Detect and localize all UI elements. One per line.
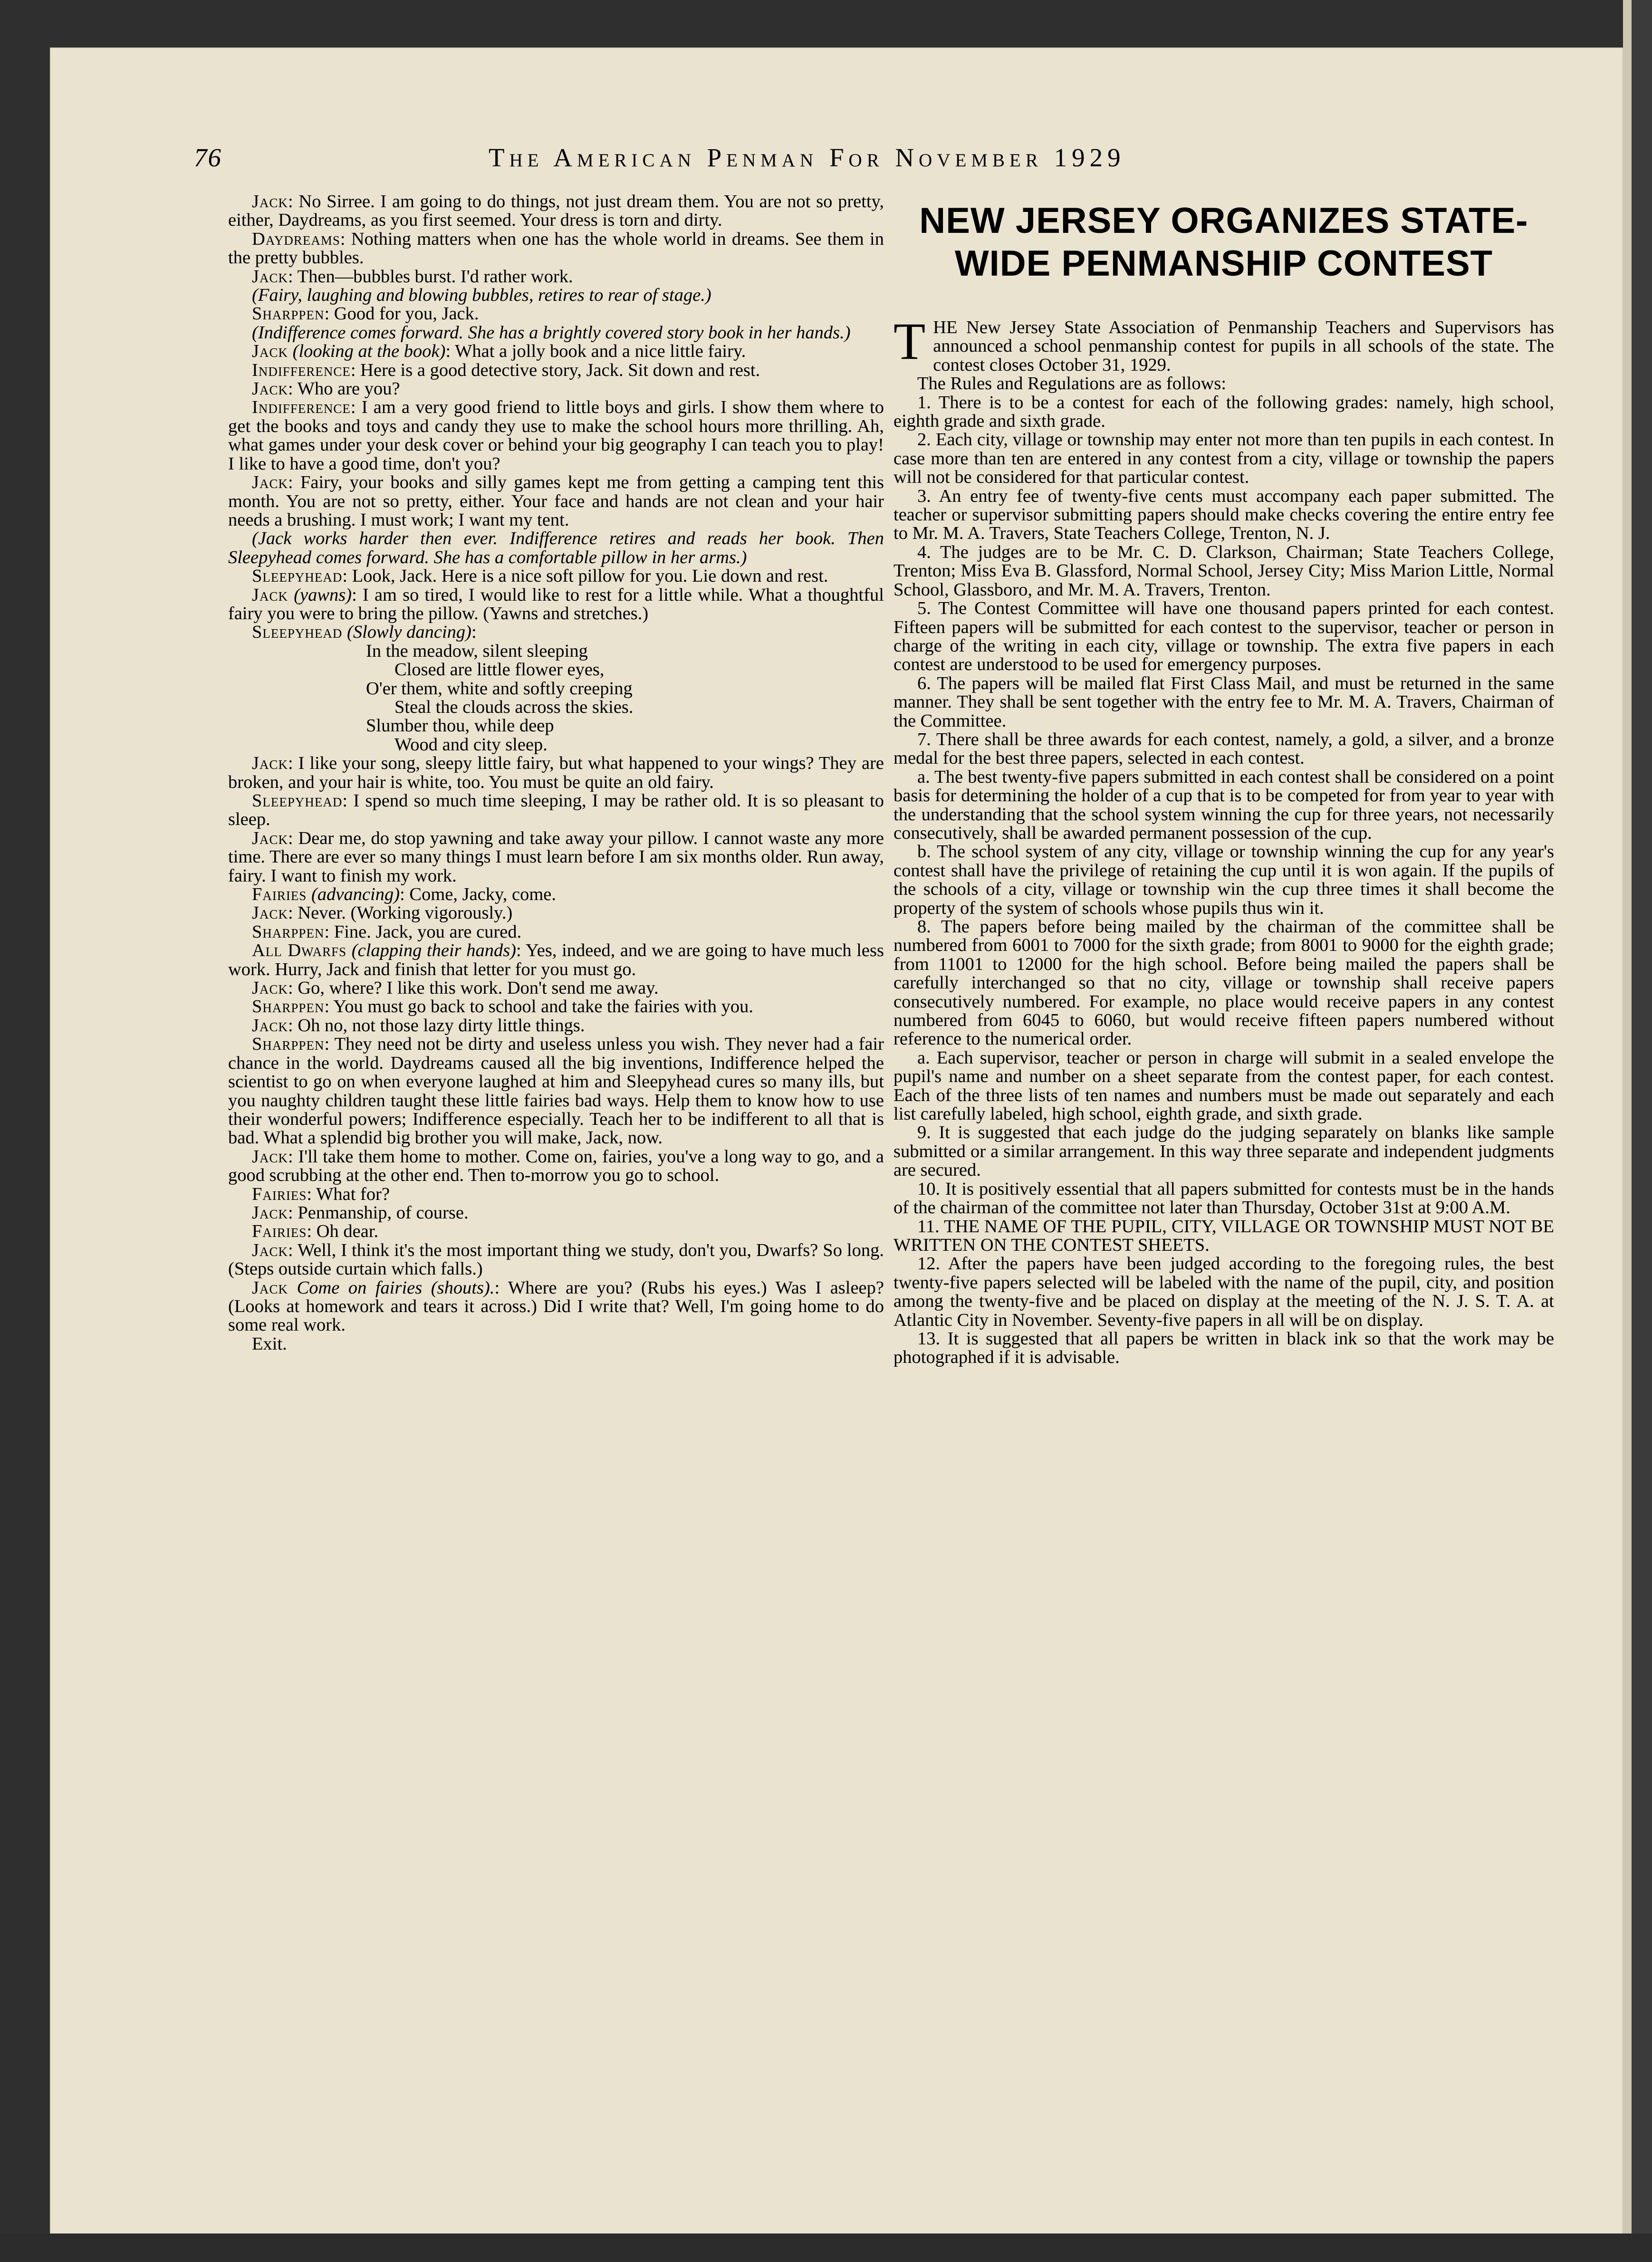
rule-paragraph: 8. The papers before being mailed by the chairman of the committee shall be numbered from 6001 to 7000 for the sixth grade; from 8001 to 9000 for the eighth grade; from 11001 to 12000 for the high school. Before being mailed the papers shall be carefully interchanged so that no city, village or township shall receive papers consecutively numbered. For example, no place would receive papers in any contest numbered from 6045 to 6060, but would receive fifteen papers numbered without reference to the numerical order. (893, 917, 1554, 1049)
dialogue-line: Jack: I like your song, sleepy little fairy, but what happened to your wings? They are broken, and your hair is white, too. You must be quite an old fairy. (228, 753, 884, 792)
speaker-name: Jack (252, 828, 288, 848)
rule-paragraph: 13. It is suggested that all papers be written in black ink so that the work may be photographed if it is advisable. (893, 1328, 1554, 1368)
dialogue-line: Sleepyhead (Slowly dancing): (252, 622, 477, 642)
dialogue-text: You must go back to school and take the fairies with you. (333, 997, 753, 1017)
dialogue-line: Sharppen: You must go back to school and take the fairies with you. (252, 997, 753, 1017)
play-column (228, 192, 884, 1353)
dialogue-text: Oh dear. (316, 1221, 379, 1242)
speaker-name: Fairies (252, 884, 307, 905)
dialogue-text: Good for you, Jack. (334, 304, 479, 324)
speaker-name: Jack (252, 1202, 288, 1223)
dialogue-line: Jack: Then—bubbles burst. I'd rather work. (252, 266, 573, 287)
dialogue-text: Yes, indeed, and we are going to have much less work. Hurry, Jack and finish that letter for you must go. (228, 940, 884, 979)
dialogue-line: Jack: Dear me, do stop yawning and take away your pillow. I cannot waste any more time. There are ever so many things I must learn before I am six months older. Run away, fairy. I want to finish my work. (228, 828, 884, 886)
rule-paragraph: 7. There shall be three awards for each contest, namely, a gold, a silver, and a bronze medal for the best three papers, selected in each contest. (893, 729, 1554, 768)
stage-direction: (yawns) (294, 585, 352, 605)
article-body (893, 374, 1554, 1367)
speaker-name: Jack (252, 1240, 288, 1260)
speaker-name: Jack (252, 341, 288, 362)
stage-direction: (Jack works harder then ever. Indifference retires and reads her book. Then Sleepyhead comes forward. She has a comfortable pillow in her arms.) (228, 528, 884, 567)
dialogue-text: No Sirree. I am going to do things, not just dream them. You are not so pretty, either, Daydreams, as you first seemed. Your dress is torn and dirty. (228, 192, 884, 230)
song-verse-line: Steal the clouds across the skies. (394, 697, 634, 717)
dialogue-line: Jack: Who are you? (252, 379, 400, 399)
dialogue-text: Oh no, not those lazy dirty little things. (298, 1015, 585, 1035)
dialogue-text: Dear me, do stop yawning and take away your pillow. I cannot waste any more time. There are ever so many things I must learn before I am six months older. Run away, fairy. I want to finish my work. (228, 828, 884, 886)
speaker-name: Fairies (252, 1221, 307, 1242)
dialogue-text: Then—bubbles burst. I'd rather work. (297, 266, 573, 287)
speaker-name: Indifference (252, 360, 351, 380)
running-head: The American Penman For November 1929 (489, 143, 1125, 172)
dialogue-line: Jack (yawns): I am so tired, I would like to rest for a little while. What a thoughtful fairy you were to bring the pillow. (Yawns and stretches.) (228, 585, 884, 623)
dialogue-text: I am so tired, I would like to rest for a little while. What a thoughtful fairy you were to bring the pillow. (Yawns and stretches.) (228, 585, 884, 623)
rule-paragraph: b. The school system of any city, village or township winning the cup for any year's contest shall have the privilege of retaining the cup until it is won again. If the pupils of the schools of a city, village or township win the cup three times it shall become the property of the system of schools whose pupils thus win it. (893, 842, 1554, 918)
dialogue-text: Who are you? (297, 379, 400, 399)
stage-direction: (looking at the book) (292, 341, 446, 362)
stage-direction: (advancing) (311, 884, 400, 905)
dialogue-line: Jack: Well, I think it's the most important thing we study, don't you, Dwarfs? So long. (Steps outside curtain which falls.) (228, 1240, 884, 1279)
speaker-name: Jack (252, 903, 288, 923)
dialogue-text: I am a very good friend to little boys and girls. I show them where to get the books and toys and candy they use to make the school hours more thrilling. Ah, what games under your desk cover or behind your big geography I can teach you to play! I like to have a good time, don't you? (228, 397, 884, 474)
rule-paragraph: 2. Each city, village or township may enter not more than ten pupils in each contest. In case more than ten are entered in any contest from a city, village or township the papers will not be considered for that particular contest. (893, 430, 1554, 488)
dialogue-text: I like your song, sleepy little fairy, but what happened to your wings? They are broken, and your hair is white, too. You must be quite an old fairy. (228, 753, 884, 792)
page-header (194, 143, 1548, 181)
speaker-name: Daydreams (252, 229, 340, 249)
dialogue-text: What a jolly book and a nice little fairy. (455, 341, 746, 362)
speaker-name: Jack (252, 1277, 288, 1298)
speaker-name: Sharppen (252, 304, 325, 324)
rule-paragraph: 11. THE NAME OF THE PUPIL, CITY, VILLAGE OR TOWNSHIP MUST NOT BE WRITTEN ON THE CONTEST SHEETS. (893, 1216, 1554, 1255)
dialogue-line: Jack: No Sirree. I am going to do things, not just dream them. You are not so pretty, either, Daydreams, as you first seemed. Your dress is torn and dirty. (228, 192, 884, 230)
song-verse-line: O'er them, white and softly creeping (366, 678, 633, 699)
speaker-name: Jack (252, 753, 288, 774)
article-title (893, 200, 1554, 285)
dialogue-line: Jack: Oh no, not those lazy dirty little things. (252, 1015, 585, 1035)
dialogue-line: Jack: Go, where? I like this work. Don't send me away. (252, 978, 659, 998)
dialogue-text: Where are you? (Rubs his eyes.) Was I asleep? (Looks at homework and tears it across.) Did I write that? Well, I'm going home to do some real work. (228, 1277, 884, 1335)
speaker-name: Jack (252, 978, 288, 998)
dialogue-text: Come, Jacky, come. (409, 884, 557, 905)
dialogue-text: Look, Jack. Here is a nice soft pillow for you. Lie down and rest. (352, 566, 828, 586)
dialogue-line: Sharppen: Fine. Jack, you are cured. (252, 921, 522, 942)
speaker-name: Jack (252, 1015, 288, 1035)
dialogue-text: Fairy, your books and silly games kept me from getting a camping tent this month. You are not so pretty, either. Your face and hands are not clean and your hair needs a brushing. I must work; I want my tent. (228, 472, 884, 530)
scan-bottom-edge (0, 2233, 1652, 2262)
article-intro (893, 312, 1554, 375)
rule-paragraph: The Rules and Regulations are as follows: (917, 374, 1227, 394)
article-intro-text: HE New Jersey State Association of Penmanship Teachers and Supervisors has announced a school penmanship contest for pupils in all schools of the state. The contest closes October 31, 1929. (933, 317, 1554, 375)
speaker-name: Sleepyhead (252, 791, 343, 811)
dialogue-text: Nothing matters when one has the whole world in dreams. See them in the pretty bubbles. (228, 229, 884, 268)
stage-direction: (Indifference comes forward. She has a brightly covered story book in her hands.) (252, 322, 851, 343)
speaker-name: Fairies (252, 1184, 307, 1204)
stage-direction: (Fairy, laughing and blowing bubbles, retires to rear of stage.) (252, 285, 711, 306)
stage-direction: (clapping their hands) (351, 940, 516, 961)
speaker-name: Jack (252, 192, 288, 211)
drop-cap: T (893, 312, 926, 370)
speaker-name: Jack (252, 1146, 288, 1167)
adjacent-page-edge (1623, 0, 1652, 2262)
rule-paragraph: 9. It is suggested that each judge do the judging separately on blanks like sample submitted or a similar arrangement. In this way three separate and independent judgments are secured. (893, 1122, 1554, 1180)
rule-paragraph: a. The best twenty-five papers submitted in each contest shall be considered on a point basis for determining the holder of a cup that is to be competed for from year to year with the understanding that the school system winning the cup for three years, not necessarily consecutively, shall be awarded permanent possession of the cup. (893, 767, 1554, 843)
dialogue-line: Fairies: Oh dear. (252, 1221, 379, 1242)
dialogue-text: I spend so much time sleeping, I may be rather old. It is so pleasant to sleep. (228, 791, 884, 830)
dialogue-line: Jack: I'll take them home to mother. Come on, fairies, you've a long way to go, and a good scrubbing at the other end. Then to-morrow you go to school. (228, 1146, 884, 1186)
rule-paragraph: 5. The Contest Committee will have one thousand papers printed for each contest. Fifteen papers will be submitted for each contest to the supervisor, teacher or person in charge of the writing in each city, village or township. The extra five papers in each contest are understood to be used for emergency purposes. (893, 598, 1554, 675)
dialogue-line: Indifference: I am a very good friend to little boys and girls. I show them where to get the books and toys and candy they use to make the school hours more thrilling. Ah, what games under your desk cover or behind your big geography I can teach you to play! I like to have a good time, don't you? (228, 397, 884, 474)
dialogue-line: Fairies (advancing): Come, Jacky, come. (252, 884, 557, 905)
rule-paragraph: 10. It is positively essential that all papers submitted for contests must be in the hands of the chairman of the committee not later than Thursday, October 31st at 9:00 A.M. (893, 1179, 1554, 1218)
rule-paragraph: 12. After the papers have been judged according to the foregoing rules, the best twenty-five papers selected will be labeled with the name of the pupil, city, and position among the twenty-five and be placed on display at the meeting of the N. J. S. T. A. at Atlantic City in November. Seventy-five papers in all will be on display. (893, 1254, 1554, 1330)
speaker-name: Indifference (252, 397, 351, 418)
dialogue-text: Well, I think it's the most important thing we study, don't you, Dwarfs? So long. (Steps outside curtain which falls.) (228, 1240, 884, 1279)
dialogue-text: Never. (Working vigorously.) (298, 903, 513, 923)
dialogue-line: Jack (looking at the book): What a jolly book and a nice little fairy. (252, 341, 746, 362)
rule-paragraph: a. Each supervisor, teacher or person in charge will submit in a sealed envelope the pupil's name and number on a sheet separate from the contest paper, for each contest. Each of the three lists of ten names and numbers must be made out separately and each list carefully labeled, high school, eighth grade, and sixth grade. (893, 1047, 1554, 1124)
speaker-name: Jack (252, 379, 288, 399)
speaker-name: Jack (252, 585, 288, 605)
dialogue-line: Sleepyhead: I spend so much time sleeping, I may be rather old. It is so pleasant to sleep. (228, 791, 884, 830)
dialogue-text: What for? (316, 1184, 390, 1204)
speaker-name: Sharppen (252, 921, 325, 942)
article-title-line-1: NEW JERSEY ORGANIZES STATE- (919, 201, 1528, 241)
speaker-name: All Dwarfs (252, 940, 347, 961)
speaker-name: Sharppen (252, 1034, 325, 1054)
dialogue-text: They need not be dirty and useless unless you wish. They never had a fair chance in the world. Daydreams caused all the big inventions, Indifference helped the scientist to go on when everyone laughed at him and Sleepyhead cures so many ills, but you naughty children taught these little fairies bad ways. Help them to know how to use their wonderful powers; Indifference especially. Teach her to be indifferent to all that is bad. What a splendid big brother you will make, Jack, now. (228, 1034, 884, 1148)
dialogue-text: Here is a good detective story, Jack. Sit down and rest. (360, 360, 760, 380)
rule-paragraph: 4. The judges are to be Mr. C. D. Clarkson, Chairman; State Teachers College, Trenton; Miss Eva B. Glassford, Normal School, Jersey City; Miss Marion Little, Normal School, Glassboro, and Mr. M. A. Travers, Trenton. (893, 542, 1554, 600)
song-verse-line: Closed are little flower eyes, (394, 660, 605, 680)
page-number: 76 (194, 143, 222, 172)
rule-paragraph: 3. An entry fee of twenty-five cents must accompany each paper submitted. The teacher or supervisor submitting papers should make checks covering the entire entry fee to Mr. M. A. Travers, State Teachers College, Trenton, N. J. (893, 486, 1554, 544)
song-verse-line: Slumber thou, while deep (366, 716, 554, 736)
stage-direction: (Slowly dancing) (347, 622, 471, 642)
speaker-name: Jack (252, 266, 288, 287)
dialogue-line: Daydreams: Nothing matters when one has the whole world in dreams. See them in the pretty bubbles. (228, 229, 884, 268)
stage-direction: Come on fairies (shouts). (297, 1277, 495, 1298)
speaker-name: Sleepyhead (252, 566, 343, 586)
speaker-name: Sharppen (252, 997, 325, 1017)
rule-paragraph: 6. The papers will be mailed flat First Class Mail, and must be returned in the same manner. They shall be sent together with the entry fee to Mr. M. A. Travers, Chairman of the Committee. (893, 673, 1554, 731)
dialogue-line: Fairies: What for? (252, 1184, 390, 1204)
dialogue-line: Jack: Penmanship, of course. (252, 1202, 469, 1223)
dialogue-line: Jack: Fairy, your books and silly games kept me from getting a camping tent this month. You are not so pretty, either. Your face and hands are not clean and your hair needs a brushing. I must work; I want my tent. (228, 472, 884, 530)
dialogue-text: Fine. Jack, you are cured. (334, 921, 522, 942)
dialogue-line: Indifference: Here is a good detective story, Jack. Sit down and rest. (252, 360, 760, 380)
dialogue-line: Sharppen: Good for you, Jack. (252, 304, 479, 324)
article-column (893, 200, 1554, 1367)
dialogue-line: Sharppen: They need not be dirty and useless unless you wish. They never had a fair chance in the world. Daydreams caused all the big inventions, Indifference helped the scientist to go on when everyone laughed at him and Sleepyhead cures so many ills, but you naughty children taught these little fairies bad ways. Help them to know how to use their wonderful powers; Indifference especially. Teach her to be indifferent to all that is bad. What a splendid big brother you will make, Jack, now. (228, 1034, 884, 1148)
dialogue-text: Go, where? I like this work. Don't send me away. (298, 978, 659, 998)
speaker-name: Sleepyhead (252, 622, 343, 642)
song-verse-line: In the meadow, silent sleeping (366, 641, 588, 661)
dialogue-line: Jack: Never. (Working vigorously.) (252, 903, 513, 923)
dialogue-line: Sleepyhead: Look, Jack. Here is a nice soft pillow for you. Lie down and rest. (252, 566, 828, 586)
dialogue-line: All Dwarfs (clapping their hands): Yes, indeed, and we are going to have much less work. Hurry, Jack and finish that letter for you must go. (228, 940, 884, 979)
exit-line: Exit. (252, 1333, 287, 1354)
dialogue-text: Penmanship, of course. (298, 1202, 469, 1223)
dialogue-text: I'll take them home to mother. Come on, fairies, you've a long way to go, and a good scrubbing at the other end. Then to-morrow you go to school. (228, 1146, 884, 1186)
rule-paragraph: 1. There is to be a contest for each of the following grades: namely, high school, eighth grade and sixth grade. (893, 392, 1554, 431)
song-verse-line: Wood and city sleep. (394, 734, 547, 755)
speaker-name: Jack (252, 472, 288, 493)
dialogue-line: Jack Come on fairies (shouts).: Where are you? (Rubs his eyes.) Was I asleep? (Looks at homework and tears it across.) Did I write that? Well, I'm going home to do some real work. (228, 1277, 884, 1335)
article-title-line-2: WIDE PENMANSHIP CONTEST (954, 243, 1493, 284)
